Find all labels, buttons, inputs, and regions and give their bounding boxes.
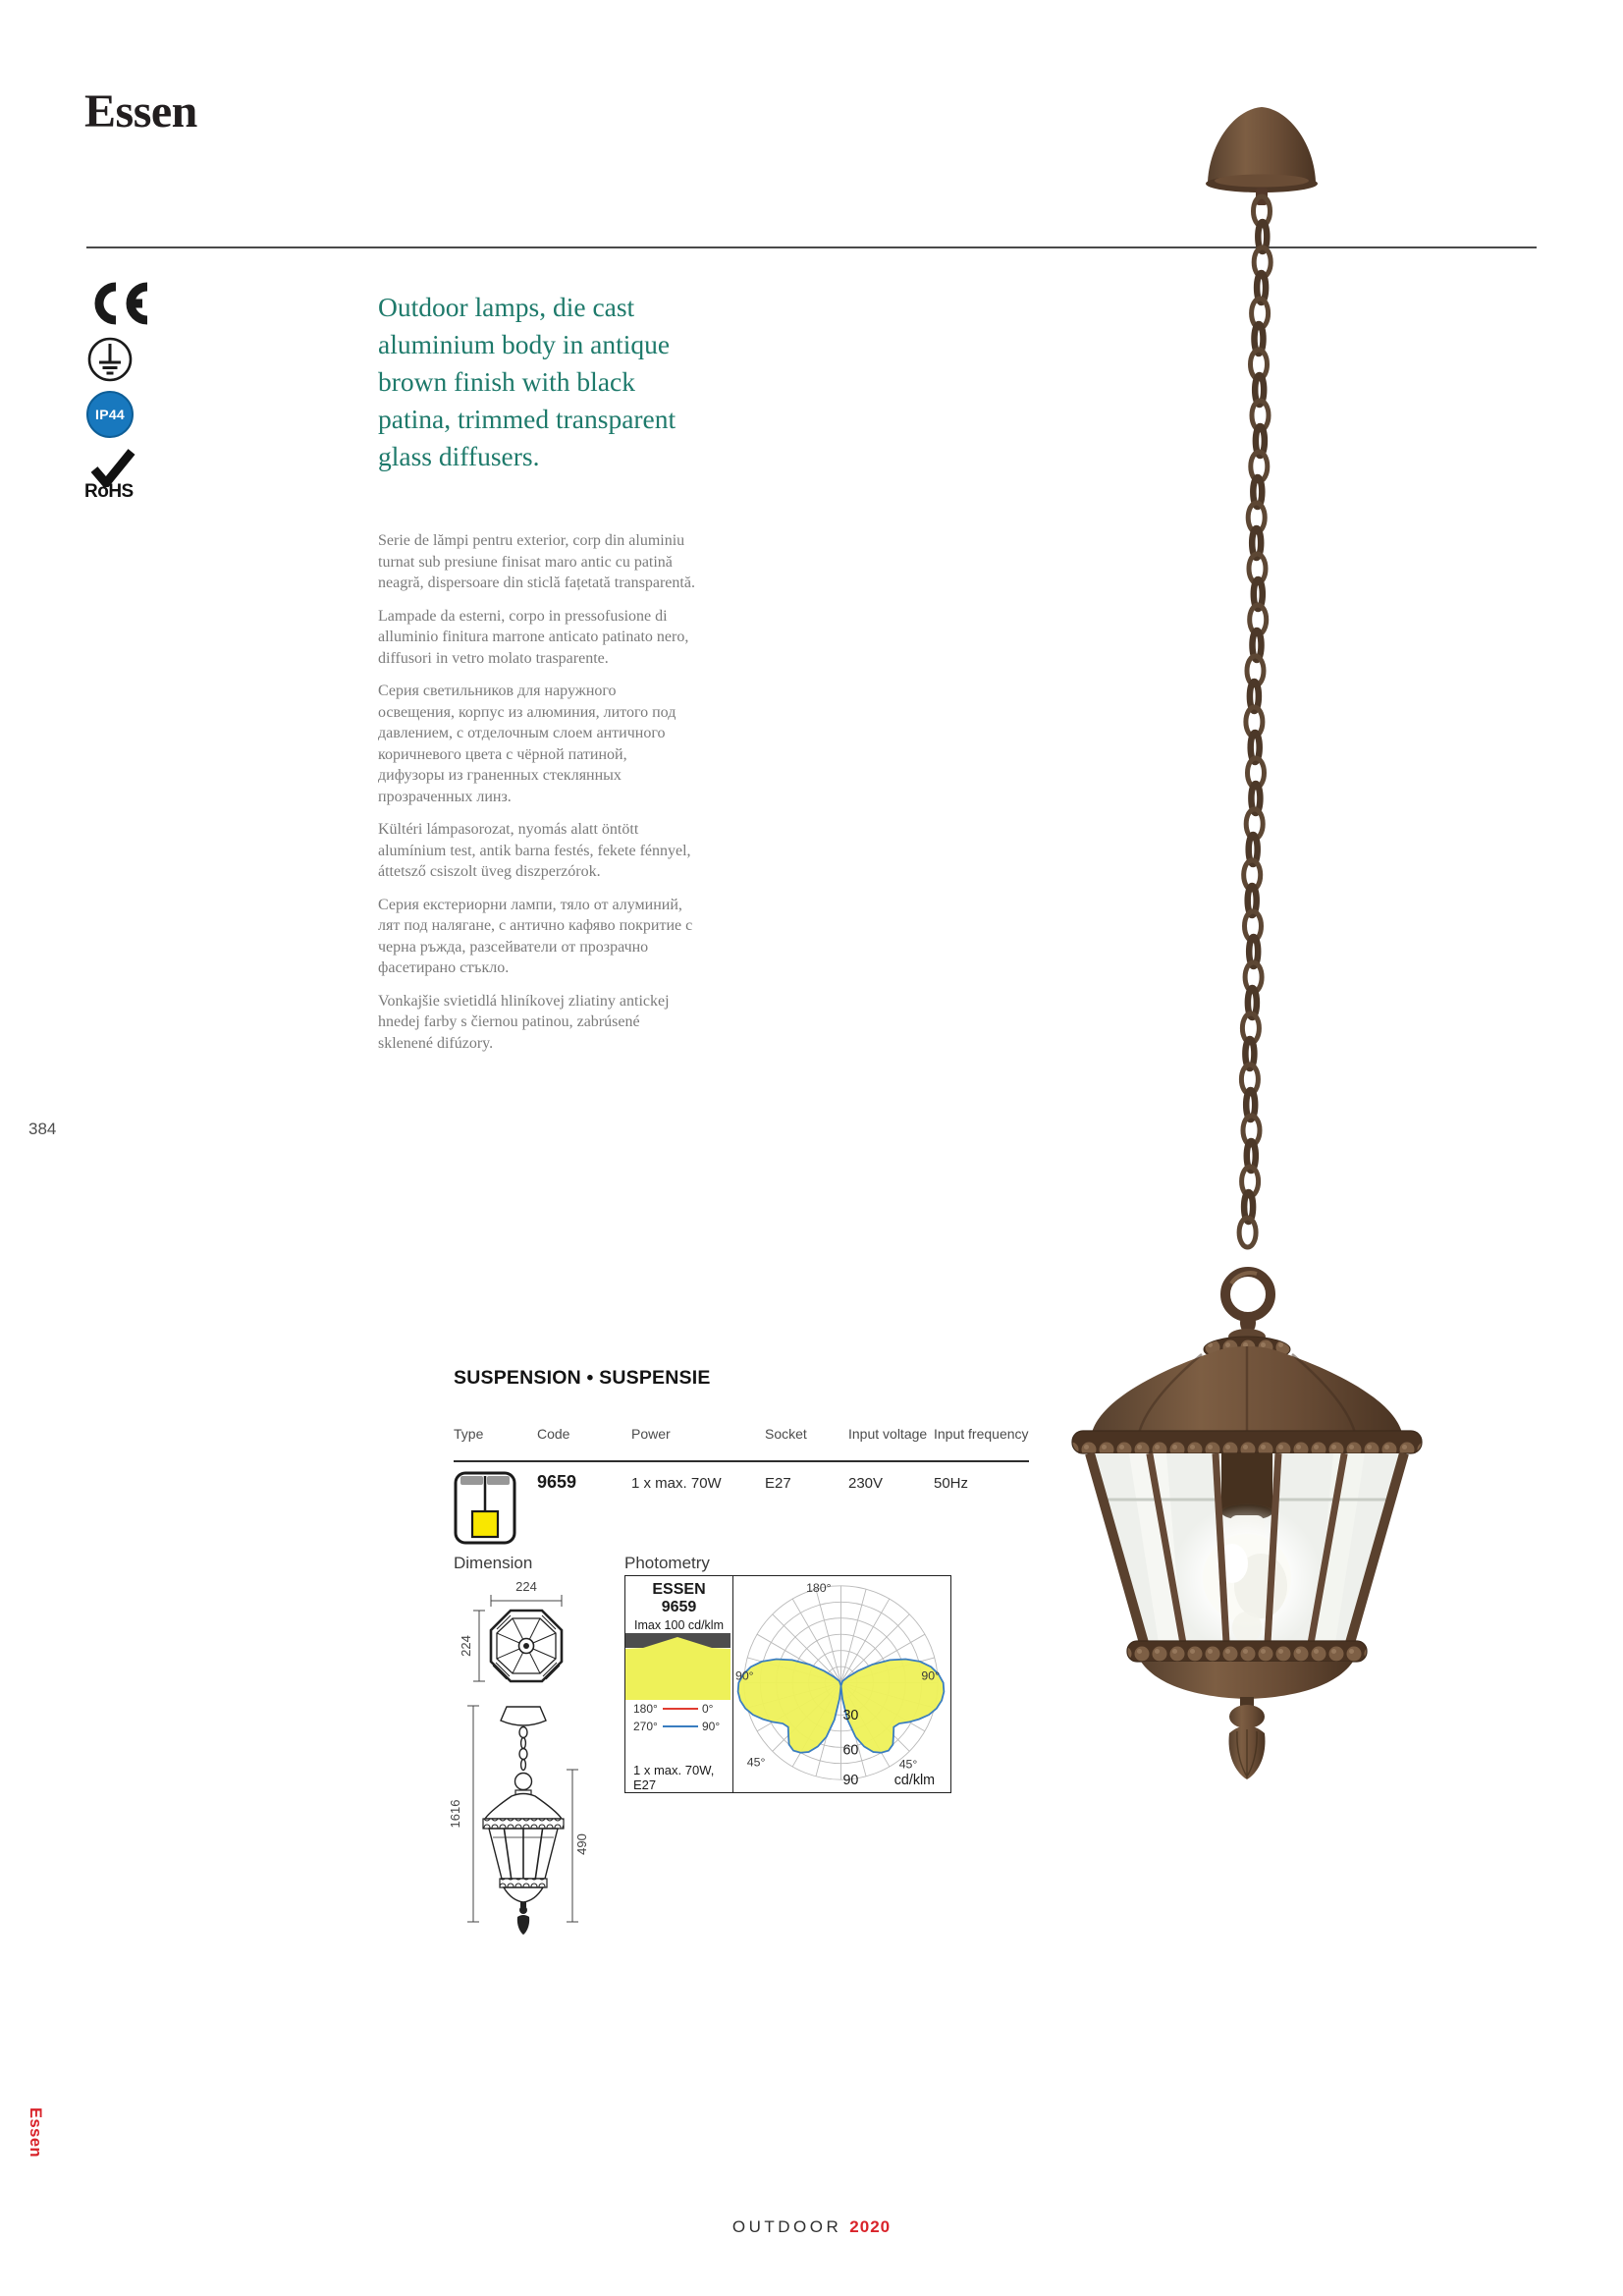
- product-socket: E27: [765, 1475, 791, 1492]
- col-header-type: Type: [454, 1426, 484, 1442]
- polar-ring-60: 60: [842, 1742, 859, 1759]
- chain: [1239, 196, 1271, 1247]
- dim-width-value: 224: [515, 1579, 537, 1594]
- ip44-badge: IP44: [86, 391, 134, 438]
- polar-label-90-right: 90°: [921, 1668, 941, 1683]
- col-header-voltage: Input voltage: [848, 1426, 928, 1442]
- legend-to: 90°: [702, 1720, 721, 1733]
- dimension-side-view-drawing: [444, 1695, 606, 1945]
- ce-mark-icon: [86, 281, 149, 331]
- dim-depth-value: 224: [459, 1635, 473, 1657]
- photometry-code: 9659: [661, 1599, 697, 1615]
- legend-blue-line: [663, 1725, 698, 1727]
- dim-overall-height-value: 1616: [448, 1799, 462, 1829]
- polar-label-45-left: 45°: [746, 1755, 766, 1770]
- col-header-frequency: Input frequency: [934, 1426, 1029, 1442]
- footer-brand: OUTDOOR: [731, 2217, 842, 2236]
- photometry-polar-chart: [733, 1576, 950, 1792]
- polar-ring-30: 30: [842, 1708, 859, 1723]
- description-hu: Kültéri lámpasorozat, nyomás alatt öntött alumínium test, antik barna festés, fekete fénnyel, áttetsző csiszolt üveg diszperzórok.: [378, 821, 691, 880]
- footer: [86, 2217, 1537, 2237]
- photometry-mini-chart: [625, 1633, 730, 1700]
- table-header-rule: [454, 1460, 1029, 1462]
- polar-label-90-left: 90°: [734, 1668, 754, 1683]
- photometry-info-box: [625, 1576, 733, 1792]
- description-it: Lampade da esterni, corpo in pressofusione di alluminio finitura marrone anticato patinato nero, diffusori in vetro molato trasparente.: [378, 607, 689, 667]
- description-sk: Vonkajšie svietidlá hliníkovej zliatiny antickej hnedej farby s čiernou patinou, zabrúsené sklenené difúzory.: [378, 992, 670, 1052]
- photometry-legend: [633, 1702, 726, 1737]
- footer-year: 2020: [849, 2217, 892, 2236]
- legend-from: 270°: [633, 1720, 658, 1733]
- rohs-icon: [84, 448, 149, 503]
- product-power: 1 x max. 70W: [631, 1475, 722, 1492]
- page-number: 384: [28, 1120, 57, 1138]
- polar-ring-90: 90: [842, 1773, 859, 1789]
- legend-row-c90: [633, 1720, 726, 1733]
- spine-label: Essen: [27, 2107, 44, 2159]
- section-heading: SUSPENSION • SUSPENSIE: [454, 1367, 711, 1389]
- photometry-label: Photometry: [624, 1554, 710, 1572]
- photometry-model: ESSEN: [652, 1581, 706, 1598]
- legend-to: 0°: [702, 1702, 714, 1716]
- description-ro: Serie de lămpi pentru exterior, corp din aluminiu turnat sub presiune finisat maro antic cu patină neagră, dispersoare din sticlă fațetată transparentă.: [378, 532, 695, 591]
- col-header-power: Power: [631, 1426, 671, 1442]
- multilingual-descriptions: [378, 530, 696, 1066]
- product-photo-pendant-lantern: [1009, 83, 1543, 1802]
- photometry-lamp-info: 1 x max. 70W, E27: [633, 1763, 715, 1792]
- col-header-socket: Socket: [765, 1426, 807, 1442]
- product-headline: Outdoor lamps, die cast aluminium body in antique brown finish with black patina, trimmed transparent glass diffusers.: [378, 292, 676, 471]
- polar-label-180: 180°: [806, 1580, 832, 1595]
- page-title: Essen: [84, 85, 197, 137]
- product-frequency: 50Hz: [934, 1475, 969, 1492]
- protective-earth-icon: [86, 336, 134, 388]
- product-voltage: 230V: [848, 1475, 884, 1492]
- legend-row-c0: [633, 1702, 726, 1716]
- polar-label-45-right: 45°: [898, 1757, 918, 1772]
- description-ru: Серия светильников для наружного освещения, корпус из алюминия, литого под давлением, с отделочным слоем античного коричневого цвета с чёрной патиной, дифузоры из граненных стеклянных прозраченных линз.: [378, 683, 676, 805]
- col-header-code: Code: [537, 1426, 570, 1442]
- rohs-label: RoHS: [84, 481, 134, 502]
- polar-unit-label: cd/klm: [893, 1773, 936, 1789]
- legend-from: 180°: [633, 1702, 658, 1716]
- dimension-top-view-drawing: [442, 1571, 579, 1696]
- dimension-label: Dimension: [454, 1554, 533, 1572]
- lantern-body: [1072, 1272, 1422, 1779]
- canopy: [1206, 107, 1318, 205]
- photometry-imax: Imax 100 cd/klm: [633, 1618, 724, 1632]
- description-bg: Серия екстериорни лампи, тяло от алуминий, лят под налягане, с антично кафяво покритие с черна ръжда, разсейватели от прозрачно фасетирано стъкло.: [378, 896, 693, 976]
- photometry-panel: [624, 1575, 951, 1793]
- product-code: 9659: [537, 1472, 577, 1492]
- suspension-type-icon: [454, 1471, 518, 1553]
- legend-red-line: [663, 1708, 698, 1710]
- dim-lantern-height-value: 490: [574, 1833, 589, 1855]
